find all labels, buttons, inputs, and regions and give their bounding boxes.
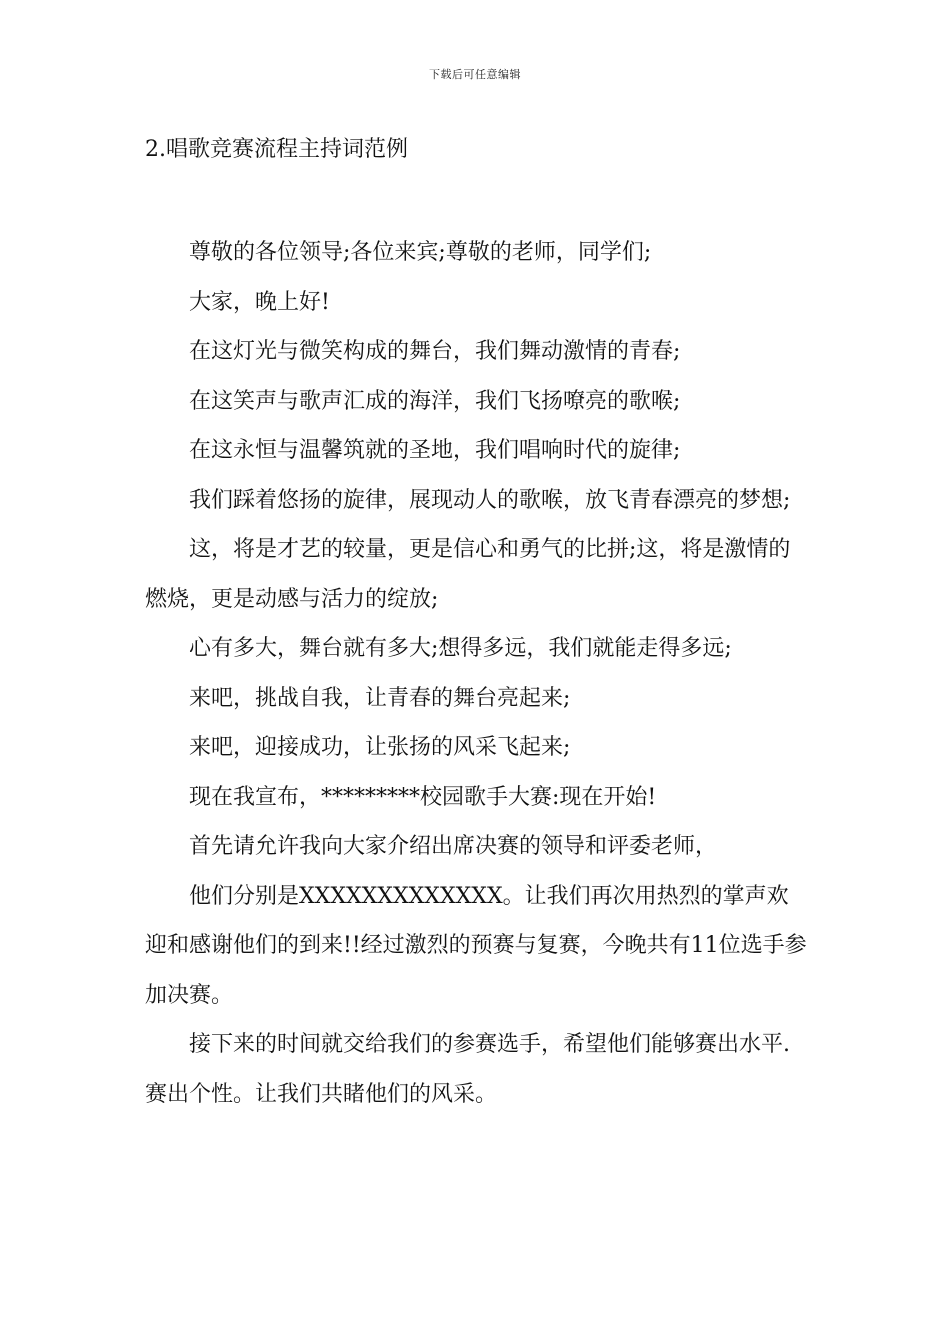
- paragraph: 大家，晚上好!: [189, 289, 330, 315]
- paragraph: 首先请允许我向大家介绍出席决赛的领导和评委老师，: [189, 834, 718, 859]
- paragraph: 接下来的时间就交给我们的参赛选手，希望他们能够赛出水平.赛出个性。让我们共睹他们的风采。: [145, 1032, 790, 1107]
- page-header-note: 下载后可任意编辑: [429, 68, 521, 81]
- paragraph: 在这灯光与微笑构成的舞台，我们舞动激情的青春;: [189, 339, 681, 364]
- paragraph: 在这永恒与温馨筑就的圣地，我们唱响时代的旋律;: [189, 438, 681, 463]
- paragraph: 心有多大，舞台就有多大;想得多远，我们就能走得多远;: [189, 636, 732, 661]
- paragraph: 来吧，迎接成功，让张扬的风采飞起来;: [189, 735, 571, 760]
- paragraph: 来吧，挑战自我，让青春的舞台亮起来;: [189, 685, 571, 711]
- paragraph: 现在我宣布，*********校园歌手大赛:现在开始!: [189, 784, 657, 810]
- paragraph: 尊敬的各位领导;各位来宾;尊敬的老师，同学们;: [189, 240, 652, 265]
- document-title: 2.唱歌竞赛流程主持词范例: [145, 137, 408, 162]
- paragraph: 在这笑声与歌声汇成的海洋，我们飞扬嘹亮的歌喉;: [189, 388, 681, 414]
- paragraph: 他们分别是XXXXXXXXXXXXX。让我们再次用热烈的掌声欢迎和感谢他们的到来!!经过激烈的预赛与复赛，今晚共有11位选手参加决赛。: [145, 883, 807, 1008]
- paragraph: 我们踩着悠扬的旋律，展现动人的歌喉，放飞青春漂亮的梦想;: [189, 487, 791, 513]
- document-body: [145, 228, 807, 1119]
- paragraph: 这，将是才艺的较量，更是信心和勇气的比拼;这，将是激情的燃烧，更是动感与活力的绽放;: [145, 537, 791, 612]
